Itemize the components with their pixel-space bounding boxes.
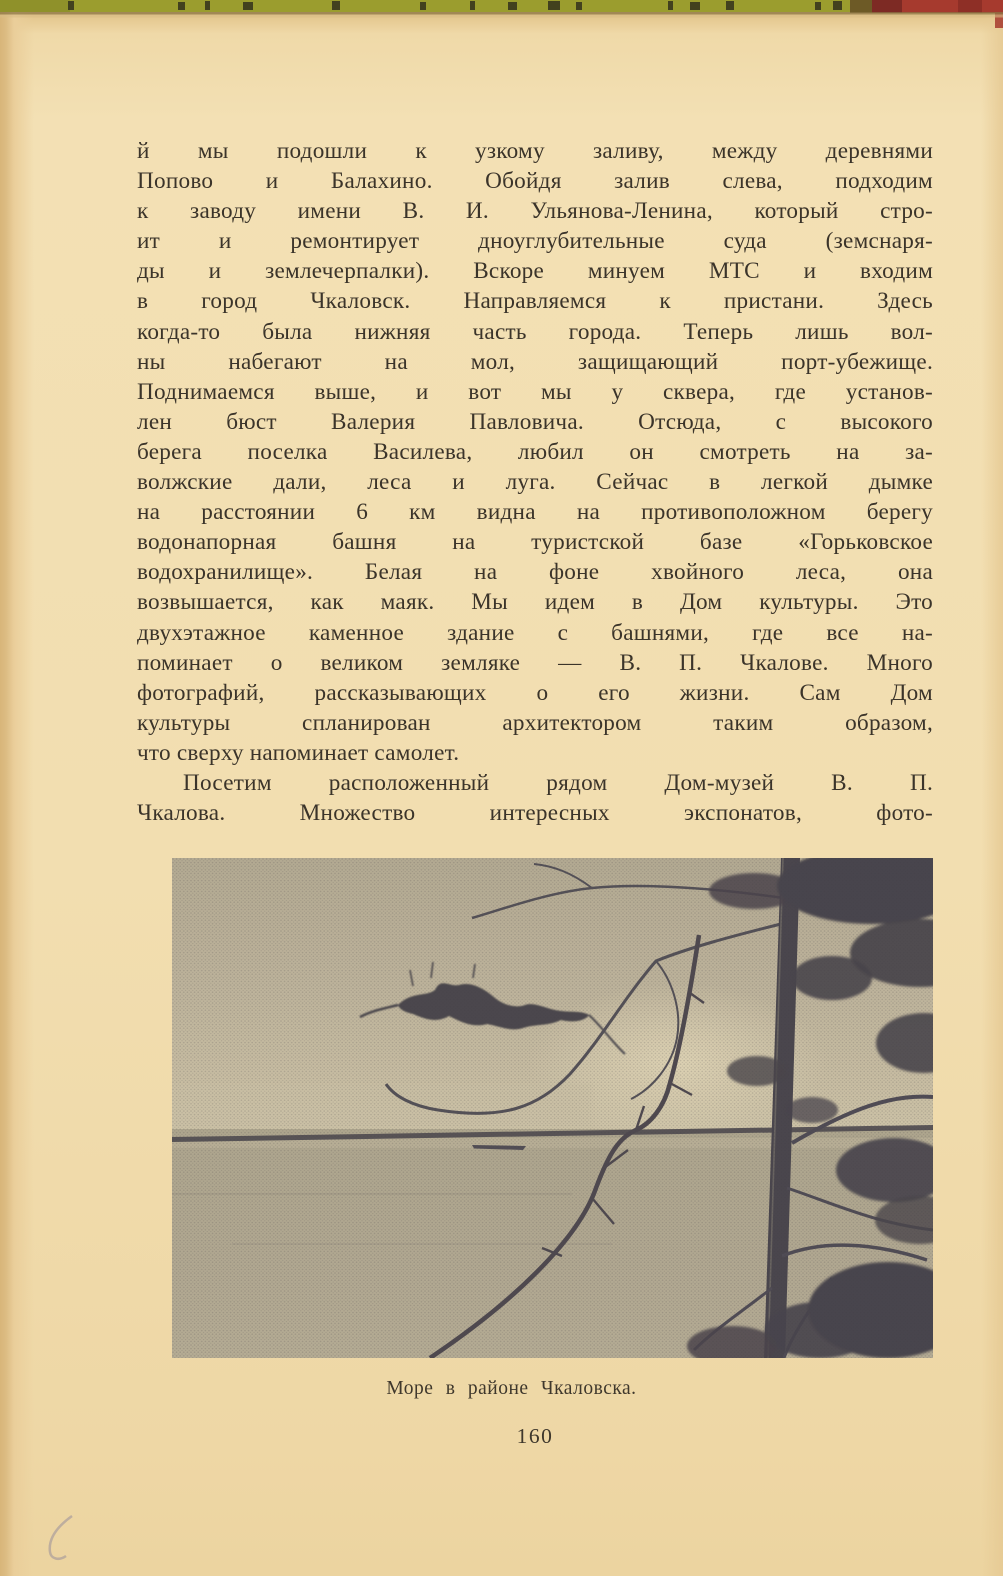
text-line: фотографий, рассказывающих о его жизни. Сам Дом <box>137 679 933 706</box>
text-line: в город Чкаловск. Направляемся к пристани. Здесь <box>137 288 933 315</box>
text-line: к заводу имени В. И. Ульянова-Ленина, который стро- <box>137 198 933 225</box>
text-line: двухэтажное каменное здание с башнями, где все на- <box>137 619 933 646</box>
text-line: Посетим расположенный рядом Дом-музей В. П. <box>183 769 933 796</box>
cover-strip-art <box>0 0 1003 30</box>
text-line: берега поселка Василева, любил он смотреть на за- <box>137 438 933 465</box>
text-line: волжские дали, леса и луга. Сейчас в легкой дымке <box>137 469 933 496</box>
text-block <box>137 136 933 828</box>
text-line: поминает о великом земляке — В. П. Чкалове. Много <box>137 649 933 676</box>
sea-photo <box>172 858 933 1358</box>
text-line: возвышается, как маяк. Мы идем в Дом культуры. Это <box>137 589 933 616</box>
text-line: ды и землечерпалки). Вскоре минуем МТС и входим <box>137 258 933 285</box>
text-line: культуры спланирован архитектором таким образом, <box>137 709 933 736</box>
text-line: что сверху напоминает самолет. <box>137 739 460 766</box>
text-line: й мы подошли к узкому заливу, между деревнями <box>137 138 933 164</box>
pencil-mark <box>38 1512 84 1568</box>
text-line: Попово и Балахино. Обойдя залив слева, подходим <box>137 168 933 195</box>
text-line: ит и ремонтирует дноуглубительные суда (земснаря- <box>137 228 933 255</box>
cover-strip <box>0 0 1003 30</box>
photo-caption: Море в районе Чкаловска. <box>386 1378 637 1399</box>
text-line: когда-то была нижняя часть города. Теперь лишь вол- <box>137 318 933 345</box>
sea-photo-illustration <box>172 858 933 1358</box>
text-line: Чкалова. Множество интересных экспонатов, фото- <box>137 800 933 827</box>
text-line: ны набегают на мол, защищающий порт-убежище. <box>137 348 933 375</box>
text-line: на расстоянии 6 км видна на противоположном берегу <box>137 499 933 526</box>
text-line: Поднимаемся выше, и вот мы у сквера, где установ- <box>137 378 933 405</box>
text-line: лен бюст Валерия Павловича. Отсюда, с высокого <box>137 408 933 435</box>
text-line: водонапорная башня на туристской базе «Горьковское <box>137 529 933 556</box>
page-number: 160 <box>516 1424 554 1448</box>
text-line: водохранилище». Белая на фоне хвойного леса, она <box>137 559 933 586</box>
